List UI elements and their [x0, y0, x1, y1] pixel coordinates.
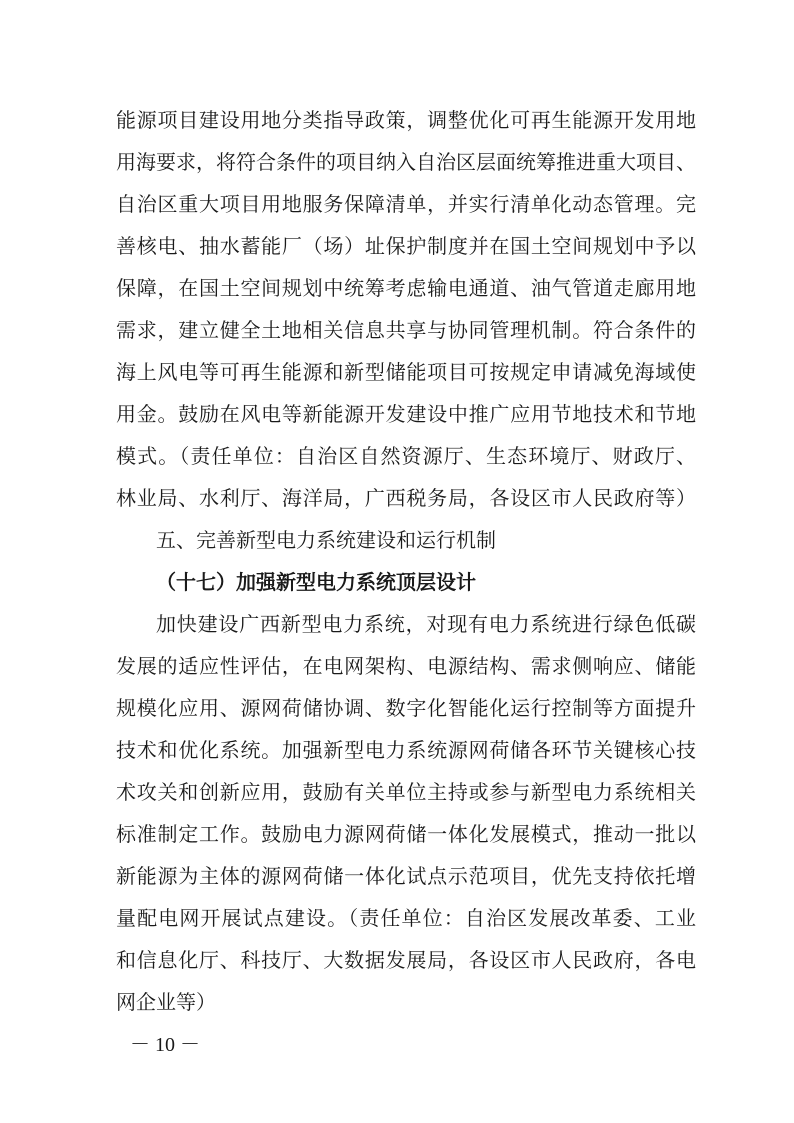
- body-text-line: 海上风电等可再生能源和新型储能项目可按规定申请减免海域使: [116, 360, 696, 384]
- body-text-line: 标准制定工作。鼓励电力源网荷储一体化发展模式，推动一批以: [116, 822, 696, 846]
- body-text-line: 用海要求，将符合条件的项目纳入自治区层面统筹推进重大项目、: [116, 150, 696, 174]
- body-text-line: 技术和优化系统。加强新型电力系统源网荷储各环节关键核心技: [116, 738, 696, 762]
- body-text-line: 善核电、抽水蓄能厂（场）址保护制度并在国土空间规划中予以: [116, 234, 696, 258]
- body-text-line: 林业局、水利厅、海洋局，广西税务局，各设区市人民政府等）: [116, 486, 696, 510]
- body-text-line: 网企业等）: [116, 990, 216, 1014]
- body-text-line: 用金。鼓励在风电等新能源开发建设中推广应用节地技术和节地: [116, 402, 696, 426]
- body-text-line: 保障，在国土空间规划中统筹考虑输电通道、油气管道走廊用地: [116, 276, 696, 300]
- section-heading: 五、完善新型电力系统建设和运行机制: [156, 528, 496, 552]
- body-text-line: 新能源为主体的源网荷储一体化试点示范项目，优先支持依托增: [116, 864, 696, 888]
- body-text-line: 加快建设广西新型电力系统，对现有电力系统进行绿色低碳: [156, 612, 696, 636]
- body-text-line: 模式。（责任单位：自治区自然资源厅、生态环境厅、财政厅、: [116, 444, 696, 468]
- body-text-line: 量配电网开展试点建设。（责任单位：自治区发展改革委、工业: [116, 906, 696, 930]
- body-text-line: 和信息化厅、科技厅、大数据发展局，各设区市人民政府，各电: [116, 948, 696, 972]
- page-number: － 10 －: [130, 1034, 200, 1056]
- body-text-line: 能源项目建设用地分类指导政策，调整优化可再生能源开发用地: [116, 108, 696, 132]
- body-text-line: 规模化应用、源网荷储协调、数字化智能化运行控制等方面提升: [116, 696, 696, 720]
- body-text-line: 自治区重大项目用地服务保障清单，并实行清单化动态管理。完: [116, 192, 696, 216]
- body-text-line: 发展的适应性评估，在电网架构、电源结构、需求侧响应、储能: [116, 654, 696, 678]
- body-text-line: 需求，建立健全土地相关信息共享与协同管理机制。符合条件的: [116, 318, 696, 342]
- body-text-line: 术攻关和创新应用，鼓励有关单位主持或参与新型电力系统相关: [116, 780, 696, 804]
- subsection-heading: （十七）加强新型电力系统顶层设计: [156, 570, 476, 594]
